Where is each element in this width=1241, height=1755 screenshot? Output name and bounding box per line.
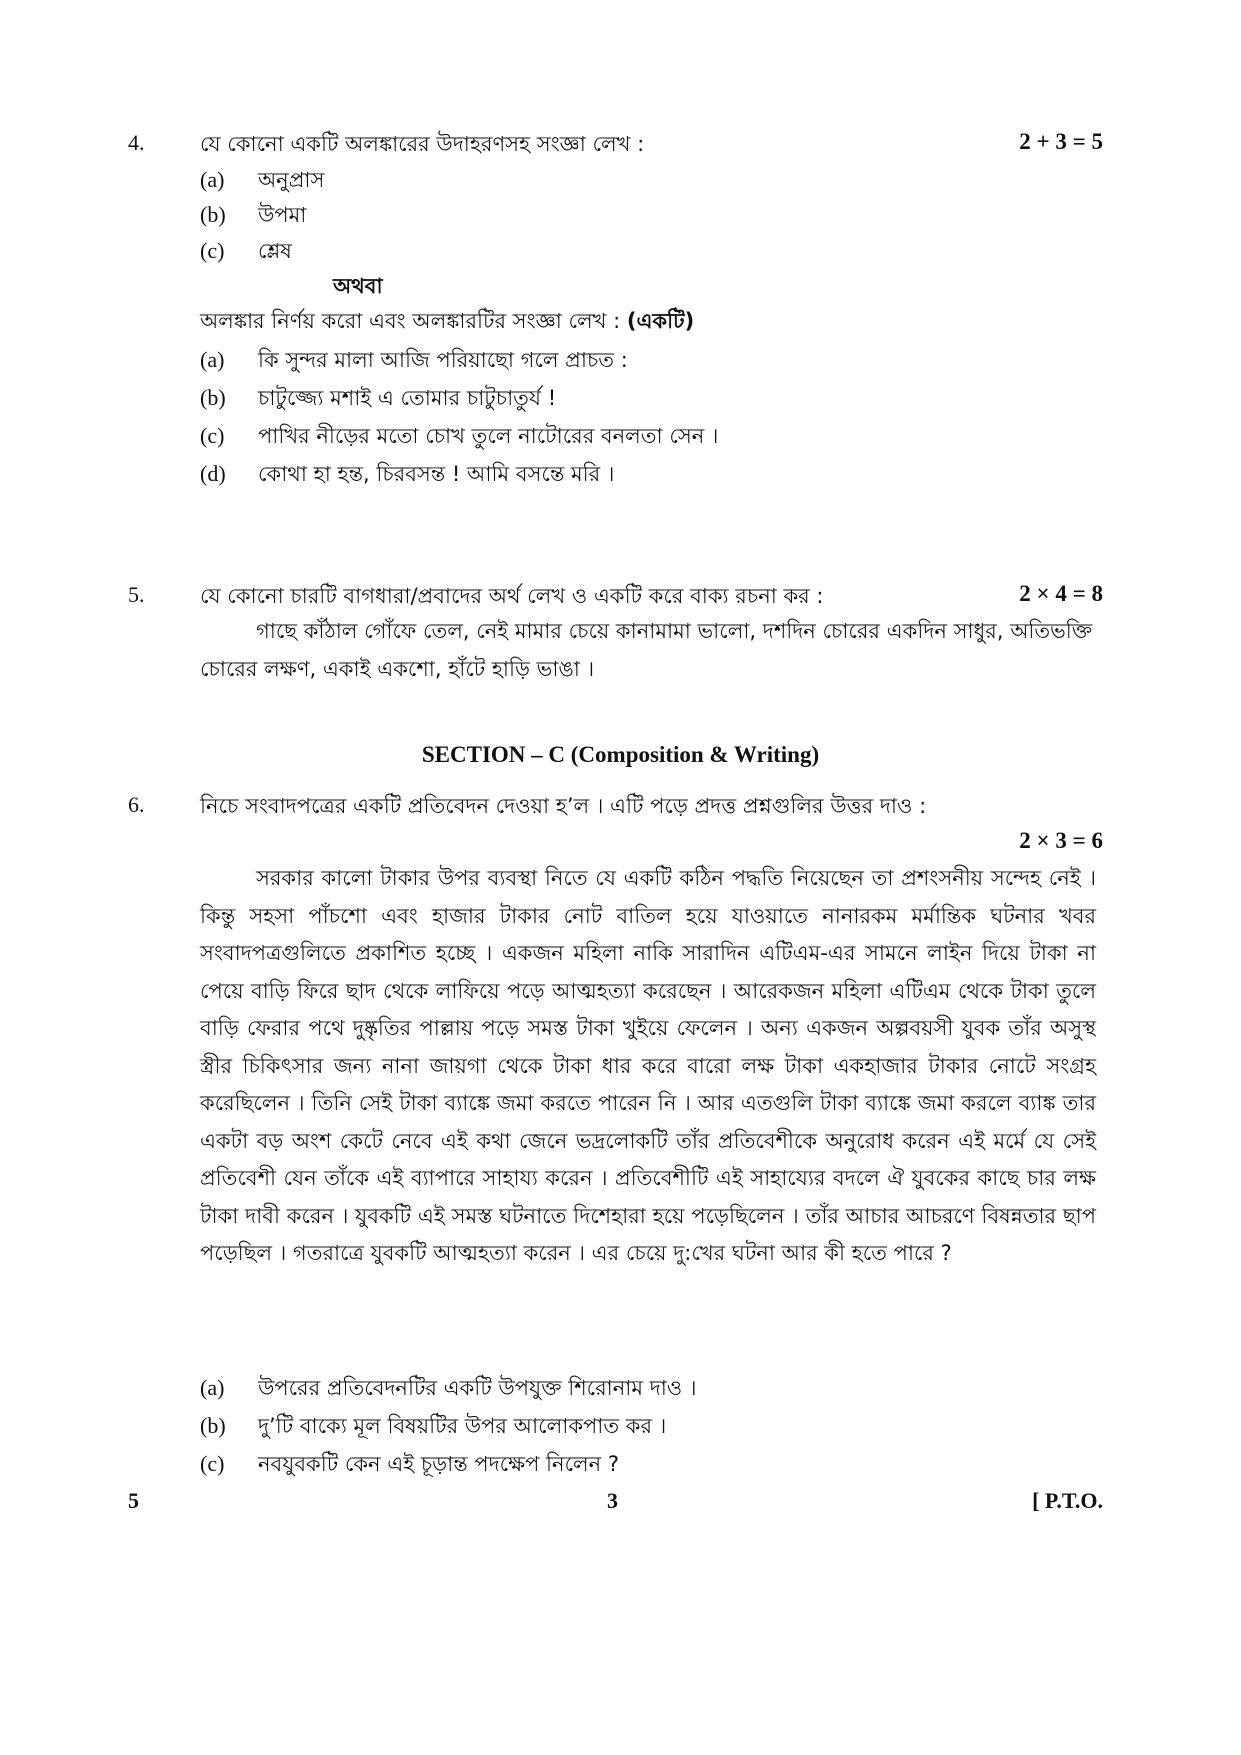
- question-4-alt-option: [200, 420, 718, 455]
- question-6-subquestion: [200, 1410, 666, 1445]
- question-5-marks: 2 × 4 = 8: [1019, 581, 1103, 606]
- page-number: 3: [607, 1488, 618, 1513]
- option-text: অনুপ্রাস: [258, 168, 325, 192]
- option-text: চাটুজ্জ্যে মশাই এ তোমার চাটুচাতুর্য !: [258, 386, 557, 410]
- question-4-option: [200, 235, 292, 270]
- option-text: উপমা: [258, 203, 307, 227]
- option-text: পাখির নীড়ের মতো চোখ তুলে নাটোরের বনলতা সেন ।: [258, 424, 719, 448]
- option-label: (a): [200, 347, 225, 372]
- or-divider: অথবা: [333, 274, 383, 298]
- option-label: (d): [200, 461, 226, 486]
- question-4-marks: 2 + 3 = 5: [1019, 129, 1103, 154]
- subquestion-label: (a): [200, 1375, 225, 1400]
- question-5-prompt: যে কোনো চারটি বাগধারা/প্রবাদের অর্থ লেখ ও একটি করে বাক্য রচনা কর :: [200, 584, 824, 608]
- question-5-number: 5.: [128, 582, 145, 607]
- question-4-alt-option: [200, 382, 556, 417]
- option-text: কি সুন্দর মালা আজি পরিয়াছো গলে প্রাচত :: [258, 348, 628, 372]
- subquestion-text: উপরের প্রতিবেদনটির একটি উপযুক্ত শিরোনাম দাও ।: [258, 1376, 697, 1400]
- footer-code: 5: [128, 1488, 139, 1513]
- option-label: (c): [200, 238, 225, 263]
- subquestion-text: নবযুবকটি কেন এই চূড়ান্ত পদক্ষেপ নিলেন ?: [258, 1452, 620, 1476]
- please-turn-over: [ P.T.O.: [1032, 1488, 1103, 1513]
- alt-prompt-emphasis: (একটি): [626, 309, 695, 333]
- option-label: (b): [200, 202, 226, 227]
- option-label: (b): [200, 385, 226, 410]
- alt-prompt-text: অলঙ্কার নির্ণয় করো এবং অলঙ্কারটির সংজ্ঞা লেখ :: [200, 309, 621, 333]
- question-6-number: 6.: [128, 792, 145, 817]
- option-text: শ্লেষ: [258, 239, 292, 263]
- question-4-option: [200, 199, 306, 234]
- question-4-alt-prompt: [200, 305, 694, 340]
- question-5-idioms: গাছে কাঁঠাল গোঁফে তেল, নেই মামার চেয়ে কানামামা ভালো, দশদিন চোরের একদিন সাধুর, অতিভক্তি চোরের লক্ষণ, একাই একশো, হাঁটে হাড়ি ভাঙা ।: [200, 619, 1093, 681]
- option-text: কোথা হা হন্ত, চিরবসন্ত ! আমি বসন্তে মরি ।: [258, 462, 615, 486]
- option-label: (a): [200, 167, 225, 192]
- question-6-passage: সরকার কালো টাকার উপর ব্যবস্থা নিতে যে একটি কঠিন পদ্ধতি নিয়েছেন তা প্রশংসনীয় সন্দেহ নেই । কিন্তু সহসা পাঁচশো এবং হাজার টাকার নোট বাতিল হয়ে যাওয়াতে নানারকম মর্মান্তিক ঘটনার খবর সংবাদপত্রগুলিতে প্রকাশিত হচ্ছে । একজন মহিলা নাকি সারাদিন এটিএম-এর সামনে লাইন দিয়ে টাকা না পেয়ে বাড়ি ফিরে ছাদ থেকে লাফিয়ে পড়ে আত্মহত্যা করেছেন । আরেকজন মহিলা এটিএম থেকে টাকা তুলে বাড়ি ফেরার পথে দুষ্কৃতির পাল্লায় পড়ে সমস্ত টাকা খুইয়ে ফেলেন । অন্য একজন অল্পবয়সী যুবক তাঁর অসুস্থ স্ত্রীর চিকিৎসার জন্য নানা জায়গা থেকে টাকা ধার করে বারো লক্ষ টাকা একহাজার টাকার নোটে সংগ্রহ করেছিলেন । তিনি সেই টাকা ব্যাঙ্কে জমা করতে পারেন নি । আর এতগুলি টাকা ব্যাঙ্কে জমা করলে ব্যাঙ্ক তার একটা বড় অংশ কেটে নেবে এই কথা জেনে ভদ্রলোকটি তাঁর প্রতিবেশীকে অনুরোধ করেন এই মর্মে যে সেই প্রতিবেশী যেন তাঁকে এই ব্যাপারে সাহায্য করেন । প্রতিবেশীটি এই সাহায্যের বদলে ঐ যুবকের কাছে চার লক্ষ টাকা দাবী করেন । যুবকটি এই সমস্ত ঘটনাতে দিশেহারা হয়ে পড়েছিলেন । তাঁর আচার আচরণে বিষন্নতার ছাপ পড়েছিল । গতরাত্রে যুবকটি আত্মহত্যা করেন । এর চেয়ে দু:খের ঘটনা আর কী হতে পারে ?: [200, 866, 1096, 1265]
- section-c-heading: SECTION – C (Composition & Writing): [421, 742, 820, 767]
- question-6-marks: 2 × 3 = 6: [1019, 828, 1103, 853]
- option-label: (c): [200, 423, 225, 448]
- question-6-subquestion: [200, 1372, 696, 1407]
- subquestion-text: দু’টি বাক্যে মূল বিষয়টির উপর আলোকপাত কর ।: [258, 1414, 667, 1438]
- question-4-option: [200, 164, 324, 199]
- question-4-number: 4.: [128, 130, 145, 155]
- question-4-alt-option: [200, 344, 628, 379]
- question-4-alt-option: [200, 458, 614, 493]
- question-6-prompt: নিচে সংবাদপত্রের একটি প্রতিবেদন দেওয়া হ’ল । এটি পড়ে প্রদত্ত প্রশ্নগুলির উত্তর দাও :: [200, 794, 927, 818]
- question-6-subquestion: [200, 1448, 619, 1483]
- subquestion-label: (b): [200, 1413, 226, 1438]
- subquestion-label: (c): [200, 1451, 225, 1476]
- question-4-prompt: যে কোনো একটি অলঙ্কারের উদাহরণসহ সংজ্ঞা লেখ :: [200, 132, 645, 156]
